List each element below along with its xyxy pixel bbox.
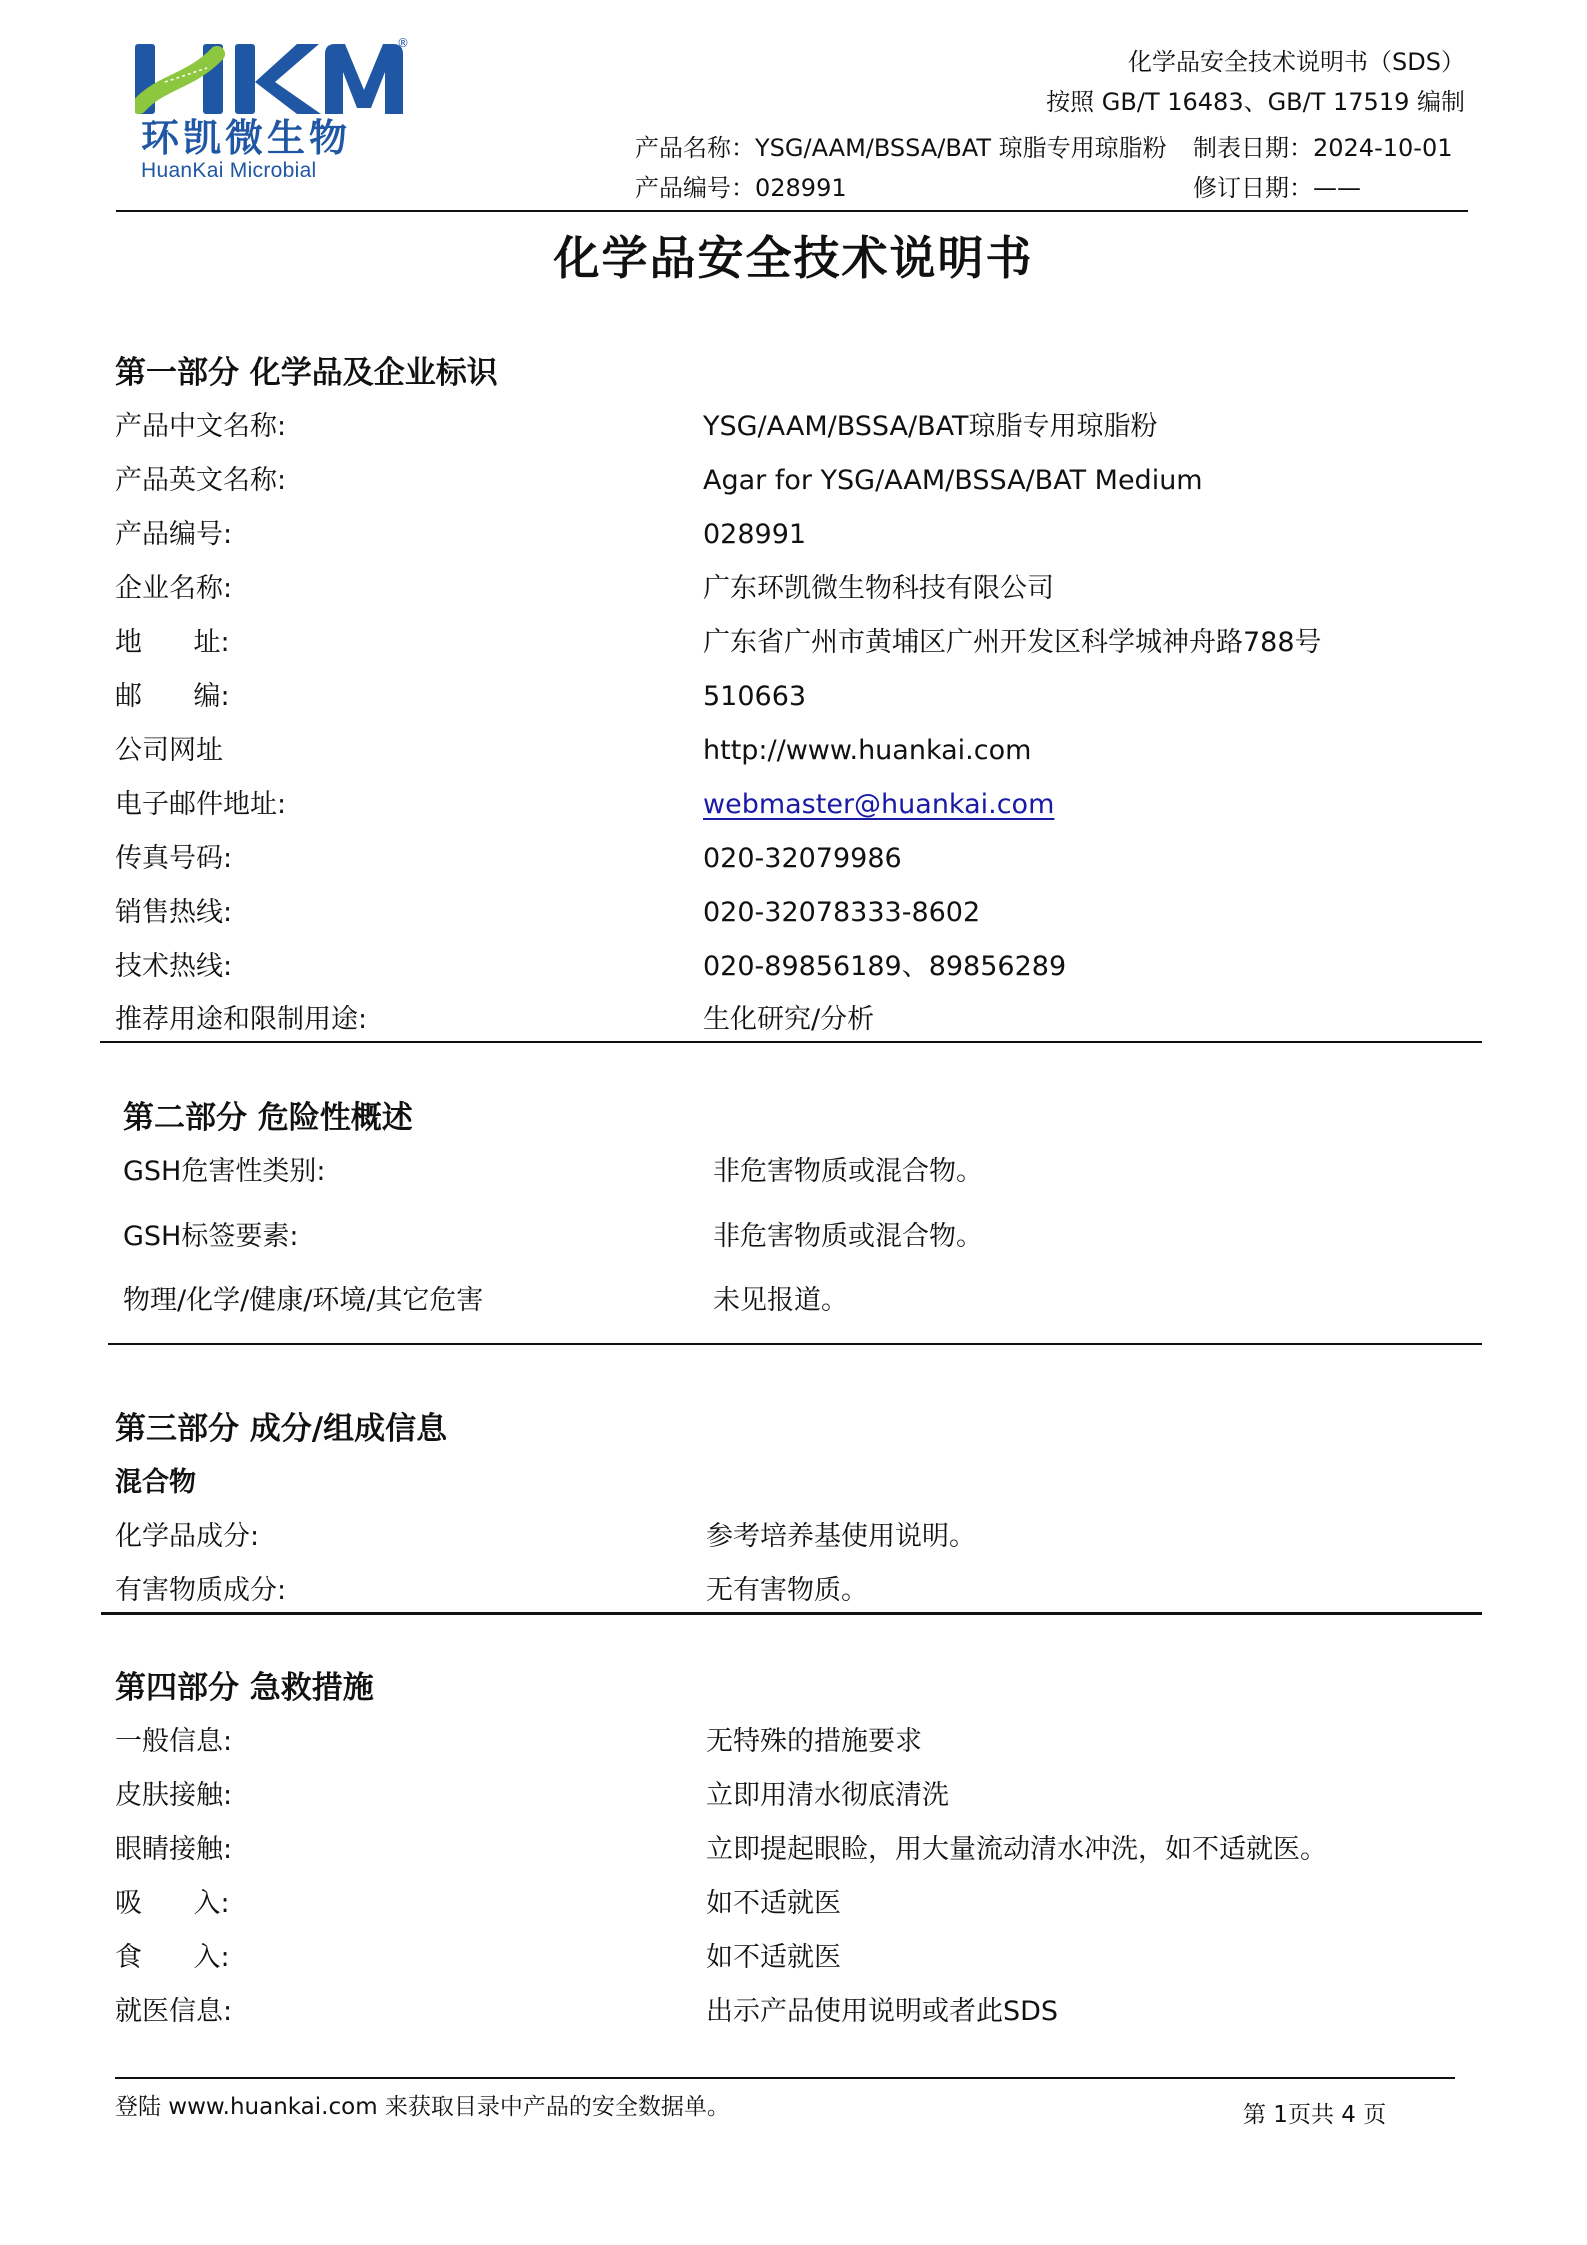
page-number: 第 1页共 4 页 <box>1243 2102 1387 2128</box>
section-1-heading: 第一部分 化学品及企业标识 <box>115 355 498 391</box>
s3-row-value: 参考培养基使用说明。 <box>706 1521 976 1552</box>
registered-mark: ® <box>397 36 409 50</box>
s4-row-value: 立即用清水彻底清洗 <box>706 1780 949 1811</box>
s1-row-label: 电子邮件地址: <box>115 789 287 820</box>
section-1-divider <box>100 1041 1482 1043</box>
header-revised-date <box>1193 174 1361 202</box>
s4-row-label: 食 入: <box>115 1942 230 1973</box>
s4-row-value: 出示产品使用说明或者此SDS <box>706 1996 1059 2027</box>
s1-row-value: 020-32079986 <box>703 843 902 874</box>
section-2-heading: 第二部分 危险性概述 <box>123 1100 413 1136</box>
s1-row-label: 传真号码: <box>115 843 233 874</box>
s1-row-label: 销售热线: <box>115 897 233 928</box>
s3-row-label: 化学品成分: <box>115 1521 260 1552</box>
s1-row-value: 510663 <box>703 681 807 712</box>
header-standard: 按照 GB/T 16483、GB/T 17519 编制 <box>1046 88 1465 116</box>
section-4-heading: 第四部分 急救措施 <box>115 1670 374 1706</box>
document-title: 化学品安全技术说明书 <box>553 231 1034 285</box>
footer-divider <box>115 2077 1455 2079</box>
s1-row-value: 020-89856189、89856289 <box>703 951 1067 982</box>
s1-row-label: 地 址: <box>115 627 230 658</box>
s2-row-value: 未见报道。 <box>713 1285 848 1316</box>
s3-row-label: 有害物质成分: <box>115 1575 287 1606</box>
s1-row-label: 技术热线: <box>115 951 233 982</box>
s1-row-label: 产品编号: <box>115 519 233 550</box>
header-made-date <box>1193 134 1452 162</box>
s1-row-value: 生化研究/分析 <box>703 1004 875 1035</box>
header-product-name <box>635 134 1167 162</box>
s4-row-value: 立即提起眼睑，用大量流动清水冲洗，如不适就医。 <box>706 1834 1327 1865</box>
section-3-heading: 第三部分 成分/组成信息 <box>115 1411 448 1447</box>
header-revised-date-label: 修订日期： <box>1193 174 1313 202</box>
s2-row-label: GSH危害性类别: <box>123 1156 326 1187</box>
s1-row-value: 广东环凯微生物科技有限公司 <box>703 573 1054 604</box>
s4-row-label: 眼睛接触: <box>115 1834 233 1865</box>
s4-row-label: 就医信息: <box>115 1996 233 2027</box>
s1-row-label: 邮 编: <box>115 681 230 712</box>
section-3-subheading: 混合物 <box>115 1467 196 1498</box>
company-logo <box>135 36 410 185</box>
s1-row-value: 020-32078333-8602 <box>703 897 981 928</box>
s1-row-label: 公司网址 <box>115 735 223 766</box>
s1-row-value: YSG/AAM/BSSA/BAT琼脂专用琼脂粉 <box>703 411 1158 442</box>
header-product-name-label: 产品名称： <box>635 134 755 162</box>
s1-row-label: 推荐用途和限制用途: <box>115 1004 368 1035</box>
header-divider <box>116 210 1468 212</box>
s3-row-value: 无有害物质。 <box>706 1575 868 1606</box>
header-doc-type: 化学品安全技术说明书（SDS） <box>1128 48 1465 76</box>
s4-row-label: 一般信息: <box>115 1726 233 1757</box>
header-product-name-value: YSG/AAM/BSSA/BAT 琼脂专用琼脂粉 <box>755 134 1167 162</box>
s4-row-label: 皮肤接触: <box>115 1780 233 1811</box>
s4-row-label: 吸 入: <box>115 1888 230 1919</box>
s1-row-value: 广东省广州市黄埔区广州开发区科学城神舟路788号 <box>703 627 1322 658</box>
email-link[interactable]: webmaster@huankai.com <box>703 789 1055 820</box>
s4-row-value: 如不适就医 <box>706 1888 841 1919</box>
header-product-code-value: 028991 <box>755 174 847 202</box>
header-made-date-value: 2024-10-01 <box>1313 134 1453 162</box>
hkm-logo-mark-icon <box>135 42 405 116</box>
s4-row-value: 如不适就医 <box>706 1942 841 1973</box>
company-website-link[interactable]: http://www.huankai.com <box>703 735 1032 766</box>
logo-chinese-name: 环凯微生物 <box>141 116 352 160</box>
header-product-code-label: 产品编号： <box>635 174 755 202</box>
s4-row-value: 无特殊的措施要求 <box>706 1726 922 1757</box>
s2-row-value: 非危害物质或混合物。 <box>713 1221 983 1252</box>
logo-english-name: HuanKai Microbial <box>141 159 317 182</box>
s2-row-label: GSH标签要素: <box>123 1221 299 1252</box>
header-product-code <box>635 174 847 202</box>
header-made-date-label: 制表日期： <box>1193 134 1313 162</box>
header-revised-date-value: —— <box>1313 174 1361 202</box>
s2-row-value: 非危害物质或混合物。 <box>713 1156 983 1187</box>
s2-row-label: 物理/化学/健康/环境/其它危害 <box>123 1285 484 1316</box>
s1-row-label: 产品中文名称: <box>115 411 287 442</box>
s1-row-value: 028991 <box>703 519 807 550</box>
s1-row-value: Agar for YSG/AAM/BSSA/BAT Medium <box>703 465 1203 496</box>
section-3-divider <box>101 1612 1482 1615</box>
section-2-divider <box>108 1343 1482 1345</box>
footer-note: 登陆 www.huankai.com 来获取目录中产品的安全数据单。 <box>115 2094 730 2120</box>
s1-row-label: 企业名称: <box>115 573 233 604</box>
s1-row-label: 产品英文名称: <box>115 465 287 496</box>
